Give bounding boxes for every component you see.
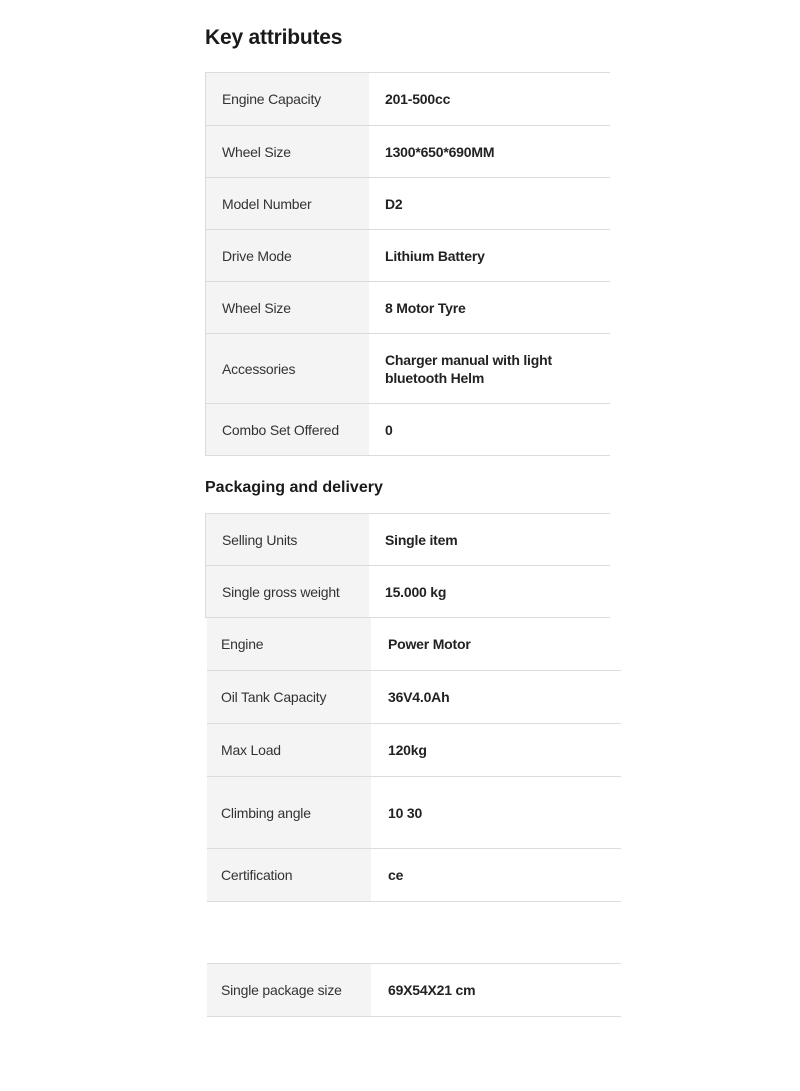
- attribute-value: Single item: [369, 514, 610, 565]
- attribute-label: Wheel Size: [206, 282, 369, 333]
- attribute-label: Climbing angle: [207, 777, 371, 848]
- table-row: [207, 724, 621, 777]
- table-row: [207, 618, 621, 671]
- attribute-label: Accessories: [206, 334, 369, 403]
- table-row: [206, 566, 610, 618]
- table-row: [206, 404, 610, 456]
- table-row: [206, 334, 610, 404]
- attribute-label: Drive Mode: [206, 230, 369, 281]
- attribute-value: 120kg: [371, 724, 621, 776]
- attribute-value: 69X54X21 cm: [371, 964, 621, 1016]
- attribute-label: Max Load: [207, 724, 371, 776]
- attribute-value: 1300*650*690MM: [369, 126, 610, 177]
- package-size-table: [207, 963, 621, 1017]
- attribute-label: Engine Capacity: [206, 73, 369, 125]
- attribute-value: ce: [371, 849, 621, 901]
- key-attributes-table: [205, 72, 610, 456]
- table-row: [207, 671, 621, 724]
- specs-table: [207, 618, 621, 902]
- attribute-label: Model Number: [206, 178, 369, 229]
- table-row: [206, 514, 610, 566]
- attribute-label: Certification: [207, 849, 371, 901]
- attribute-value: 201-500cc: [369, 73, 610, 125]
- attribute-label: Single package size: [207, 964, 371, 1016]
- attribute-value: D2: [369, 178, 610, 229]
- attribute-value: 10 30: [371, 777, 621, 848]
- table-row: [206, 73, 610, 126]
- table-row: [206, 178, 610, 230]
- attribute-value: Power Motor: [371, 618, 621, 670]
- attribute-value: 36V4.0Ah: [371, 671, 621, 723]
- attribute-label: Combo Set Offered: [206, 404, 369, 455]
- attribute-value: Charger manual with light bluetooth Helm: [369, 334, 610, 403]
- table-row: [206, 126, 610, 178]
- attribute-label: Selling Units: [206, 514, 369, 565]
- table-row: [207, 777, 621, 849]
- attribute-label: Wheel Size: [206, 126, 369, 177]
- attribute-label: Engine: [207, 618, 371, 670]
- attribute-value: 8 Motor Tyre: [369, 282, 610, 333]
- table-row: [207, 849, 621, 902]
- packaging-heading: Packaging and delivery: [205, 479, 383, 496]
- table-row: [206, 230, 610, 282]
- table-row: [207, 964, 621, 1017]
- attribute-value: Lithium Battery: [369, 230, 610, 281]
- packaging-table: [205, 513, 610, 618]
- table-row: [206, 282, 610, 334]
- attribute-value: 15.000 kg: [369, 566, 610, 617]
- attribute-label: Oil Tank Capacity: [207, 671, 371, 723]
- key-attributes-heading: Key attributes: [205, 26, 343, 49]
- attribute-label: Single gross weight: [206, 566, 369, 617]
- attribute-value: 0: [369, 404, 610, 455]
